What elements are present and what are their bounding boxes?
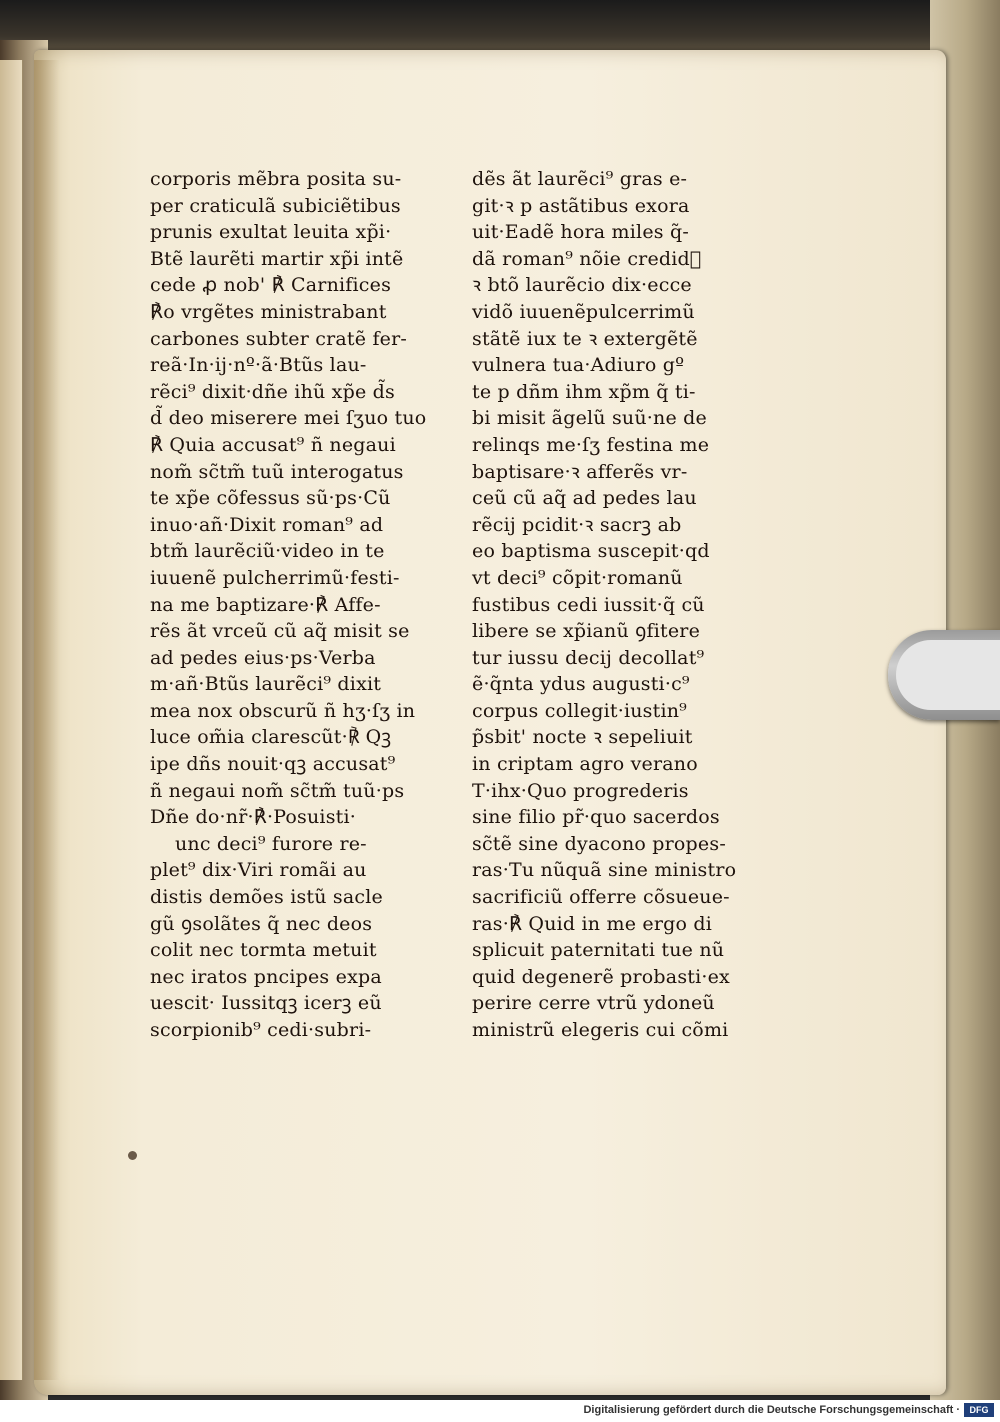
left-column-line: per craticulã subiciẽtibus (150, 194, 401, 217)
right-column-line: sc̃tẽ sine dyacono propes- (472, 832, 726, 855)
right-column-line: ꝛ btõ laurẽcio dix·ecce (472, 274, 692, 297)
left-column-line: ñ negaui nom̃ sc̃tm̃ tuũ·ps (150, 779, 405, 802)
right-column-line: eo baptisma suscepit·qd (472, 540, 710, 563)
left-column-line: reã·In·ij·nº·ã·Btũs lau- (150, 354, 367, 377)
left-column-line: te xp̃e cõfessus sũ·ps·Cũ (150, 487, 391, 510)
left-column-line: ipe dñs nouit·qꝫ accusat⁹ (150, 753, 396, 776)
right-column-line: perire cerre vtrũ ydoneũ (472, 992, 715, 1015)
left-column-line: ℟ Quia accusat⁹ ñ negaui (150, 433, 396, 456)
left-column-line: d̃ deo miserere mei ſʒuo tuo (150, 407, 427, 430)
right-column-line: vt deci⁹ cõpit·romanũ (472, 566, 683, 589)
left-column-line: colit nec tormta metuit (150, 939, 377, 962)
dfg-logo-icon: DFG (964, 1403, 994, 1417)
right-column-line: fustibus cedi iussit·q̃ cũ (472, 593, 705, 616)
right-column-line: sacrificiũ offerre cõsueue- (472, 886, 730, 909)
left-column-line: inuo·añ·Dixit roman⁹ ad (150, 513, 384, 536)
right-column-line: vidõ iuuenẽpulcerrimũ (472, 300, 695, 323)
footer-bar (0, 1400, 1000, 1422)
left-column-line: iuuenẽ pulcherrimũ·festi- (150, 566, 400, 589)
right-column-line: in criptam agro verano (472, 753, 698, 776)
right-column-line: baptisare·ꝛ afferẽs vr- (472, 460, 688, 483)
left-column-line: Btẽ laurẽti martir xp̃i intẽ (150, 247, 404, 270)
right-column-line: p̃sbit' nocte ꝛ sepeliuit (472, 726, 693, 749)
left-column-line: prunis exultat leuita xp̃i· (150, 221, 392, 244)
left-column-line: nom̃ sc̃tm̃ tuũ interogatus (150, 460, 404, 483)
left-column-line: rẽci⁹ dixit·dñe ihũ xp̃e d̃s (150, 380, 395, 403)
left-column-line: scorpionib⁹ cedi·subri- (150, 1019, 372, 1041)
left-column-line: rẽs ãt vrceũ cũ aq̃ misit se (150, 620, 410, 643)
ink-spot (128, 1151, 137, 1160)
footer-credit: Digitalisierung gefördert durch die Deutsche Forschungsgemeinschaft · (583, 1404, 960, 1416)
left-column-line: cede ꝓ nob' ℟ Carnifices (150, 274, 392, 297)
facing-page-edge (0, 60, 23, 1380)
left-column-line: unc deci⁹ furore re- (150, 832, 367, 855)
right-column-line: ẽ·q̃nta ydus augusti·c⁹ (472, 673, 690, 696)
right-column-line: libere se xp̃ianũ ꝯfitere (472, 620, 701, 643)
left-column-line: luce om̃ia clarescũt·℟ Qꝫ (150, 726, 392, 749)
right-column-line: sine filio pr̃·quo sacerdos (472, 806, 720, 829)
left-column-line: nec iratos pncipes expa (150, 965, 382, 988)
left-column-line: gũ ꝯsolãtes q̃ nec deos (150, 912, 373, 935)
right-column-line: uit·Eadẽ hora miles q̃- (472, 221, 689, 244)
right-column-line: ministrũ elegeris cui cõmi (472, 1019, 729, 1041)
left-column-line: mea nox obscurũ ñ hʒ·ſʒ in (150, 699, 416, 722)
left-column-line: m·añ·Btũs laurẽci⁹ dixit (150, 673, 382, 696)
right-column-line: relinqs me·ſʒ festina me (472, 433, 710, 456)
right-column-line: ras·Tu nũquã sine ministro (472, 859, 737, 882)
left-column-line: ℟o vrgẽtes ministrabant (150, 300, 387, 323)
left-column-line: plet⁹ dix·Viri romãi au (150, 859, 367, 882)
text-column-left (150, 166, 426, 1044)
left-column-line: corporis mẽbra posita su- (150, 168, 402, 190)
right-column-line: git·ꝛ p astãtibus exora (472, 194, 690, 217)
right-column-line: rẽcij pcidit·ꝛ sacrꝫ ab (472, 513, 682, 536)
right-column-line: dã roman⁹ nõie credid᷒ (472, 247, 702, 270)
right-column-line: T·ihx·Quo progrederis (472, 779, 689, 802)
right-column-line: ras·℟ Quid in me ergo di (472, 912, 712, 935)
right-column-line: quid degenerẽ probasti·ex (472, 965, 730, 988)
left-column-line: ad pedes eius·ps·Verba (150, 646, 376, 669)
left-column-line: Dñe do·nr̃·℟·Posuisti· (150, 806, 357, 829)
left-column-line: na me baptizare·℟ Affe- (150, 593, 381, 616)
right-column-line: splicuit paternitati tue nũ (472, 939, 725, 962)
page-marker-clip-inner (896, 640, 1000, 710)
right-column-line: te p dñm ihm xp̃m q̃ ti- (472, 380, 696, 403)
right-column-line: vulnera tua·Adiuro gº (472, 354, 685, 377)
right-column-line: stãtẽ iux te ꝛ extergẽtẽ (472, 327, 698, 350)
right-column-line: ceũ cũ aq̃ ad pedes lau (472, 487, 697, 510)
gutter-stain (34, 60, 60, 1380)
left-column-line: distis demões istũ sacle (150, 886, 383, 909)
right-column-line: dẽs ãt laurẽci⁹ gras e- (472, 168, 688, 190)
right-column-line: bi misit ãgelũ suũ·ne de (472, 407, 707, 430)
left-column-line: btm̃ laurẽciũ·video in te (150, 540, 385, 563)
left-column-line: uescit· Iussitqꝫ icerꝫ eũ (150, 992, 382, 1015)
left-column-line: carbones subter cratẽ fer- (150, 327, 408, 350)
text-column-right (472, 166, 736, 1044)
right-column-line: corpus collegit·iustin⁹ (472, 699, 687, 722)
right-column-line: tur iussu decij decollat⁹ (472, 646, 705, 669)
